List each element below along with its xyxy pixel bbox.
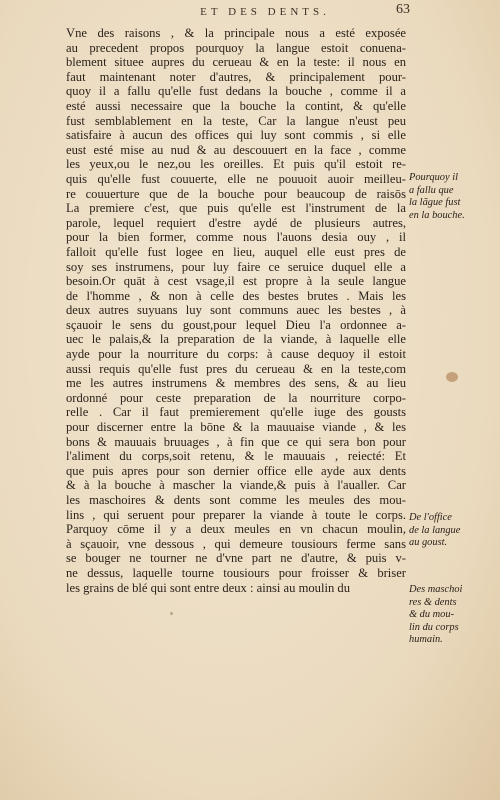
text-line: blement situee aupres du cerueau & en la teste: il nous en: [66, 55, 406, 70]
margin-note-line: a fallu que: [409, 184, 454, 196]
text-line: eust esté mise au nud & au descouuert en la face , comme: [66, 142, 406, 157]
text-line: ordonné pour ceste preparation de la nourriture corpo-: [66, 390, 406, 405]
text-line: deux autres suyuans luy sont communs auec les bestes , à: [66, 303, 406, 318]
text-line: quis qu'elle fust couuerte, elle ne pouuoit auoir meilleu-: [66, 171, 406, 186]
text-line: me les autres instrumens & membres des sens, & au lieu: [66, 376, 406, 391]
text-line: ne dessus, laquelle tourne tousiours pour froisser & briser: [66, 565, 406, 580]
text-line: se bouger ne tourner ne d'vne part ne d'autre, & puis v-: [66, 551, 406, 566]
margin-note-line: Des maschoi: [409, 584, 463, 595]
text-line: Parquoy cōme il y a deux meules en vn chacun moulin,: [66, 522, 406, 537]
margin-note-line: en la bouche.: [409, 209, 465, 221]
text-line: fust semblablement en la teste, Car la langue n'eust peu: [66, 113, 406, 128]
text-line: les yeux,ou le nez,ou les oreilles. Et puis qu'il estoit re-: [66, 157, 406, 172]
text-line: Vne des raisons , & la principale nous a esté exposée: [66, 26, 406, 40]
margin-note-line: & du mou-: [409, 609, 455, 621]
margin-note-line: humain.: [409, 634, 443, 646]
text-line: que puis apres pour son dernier office elle ayde aux dents: [66, 463, 406, 478]
text-line: besoin.Or quāt à cest vsage,il est propre à la seule langue: [66, 274, 406, 289]
text-line: La premiere c'est, que puis qu'elle est l'instrument de la: [66, 201, 406, 216]
running-head: ET DES DENTS.: [200, 6, 330, 18]
text-line: pour la bien former, comme nous l'auons desia ouy , il: [66, 230, 406, 245]
paper-stain: [446, 372, 458, 382]
text-line: re couuerture que de la bouche pour beaucoup de raisōs: [66, 186, 406, 201]
text-line: au precedent propos pourquoy la langue estoit conuena-: [66, 40, 406, 55]
margin-note-line: de la langue: [409, 524, 461, 536]
page-number: 63: [396, 2, 410, 17]
text-line: ayde pour la nourriture du corps: à cause dequoy il estoit: [66, 347, 406, 362]
text-line: aussi requis qu'elle fust pres du cerueau & en la teste,com: [66, 361, 406, 376]
text-line: quoy il a fallu qu'elle fust dedans la bouche , comme il a: [66, 84, 406, 99]
margin-note-line: De l'office: [409, 512, 452, 523]
text-line: pour discerner entre la bōne & la mauuaise viande , & les: [66, 420, 406, 435]
text-line: lins , qui seruent pour preparer la viande à toute le corps.: [66, 507, 406, 522]
text-line: de l'homme , & non à celle des bestes brutes . Mais les: [66, 288, 406, 303]
margin-note-line: lin du corps: [409, 621, 459, 633]
margin-note-maschoires: [409, 584, 495, 647]
text-line: les maschoires & dents sont comme les meules des mou-: [66, 493, 406, 507]
text-line: sçauoir le sens du goust,pour lequel Dieu l'a ordonnee a-: [66, 317, 406, 332]
margin-note-line: Pourquoy il: [409, 172, 458, 183]
paper-spot: [170, 612, 173, 615]
text-line: uec le palais,& la preparation de la viande, à laquelle elle: [66, 332, 406, 347]
text-line: l'aliment du corps,soit retenu, & le mauuais , reiecté: Et: [66, 449, 406, 464]
text-line: bons & mauuais bruuages , à fin que ce qui sera bon pour: [66, 434, 406, 449]
text-line: falloit qu'elle fust logee en lieu, auquel elle eust pres de: [66, 244, 406, 259]
text-line: parole, lequel requiert d'estre aydé de plusieurs autres,: [66, 215, 406, 230]
text-line: les grains de blé qui sont entre deux : ainsi au moulin du: [66, 580, 351, 595]
margin-note-line: au goust.: [409, 537, 448, 549]
margin-note-office: [409, 512, 495, 550]
margin-note-line: la lãgue fust: [409, 197, 461, 209]
text-line: relle . Car il faut premierement qu'elle iuge des gousts: [66, 405, 406, 420]
text-line: satisfaire à aucun des offices qui luy sont commis , si elle: [66, 128, 406, 143]
text-line: soy ses instrumens, pour luy faire ce seruice duquel elle a: [66, 259, 406, 274]
text-line: esté aussi necessaire que la bouche la contint, & qu'elle: [66, 98, 406, 113]
text-line: faut maintenant noter d'autres, & principalement pour-: [66, 69, 406, 84]
margin-note-pourquoy: [409, 172, 495, 222]
margin-note-line: res & dents: [409, 596, 457, 608]
text-line: & à la bouche à mascher la viande,& puis à l'aualler. Car: [66, 478, 406, 493]
text-line: à sçauoir, vne dessous , qui demeure tousiours ferme sans: [66, 536, 406, 551]
body-text: [66, 26, 406, 595]
